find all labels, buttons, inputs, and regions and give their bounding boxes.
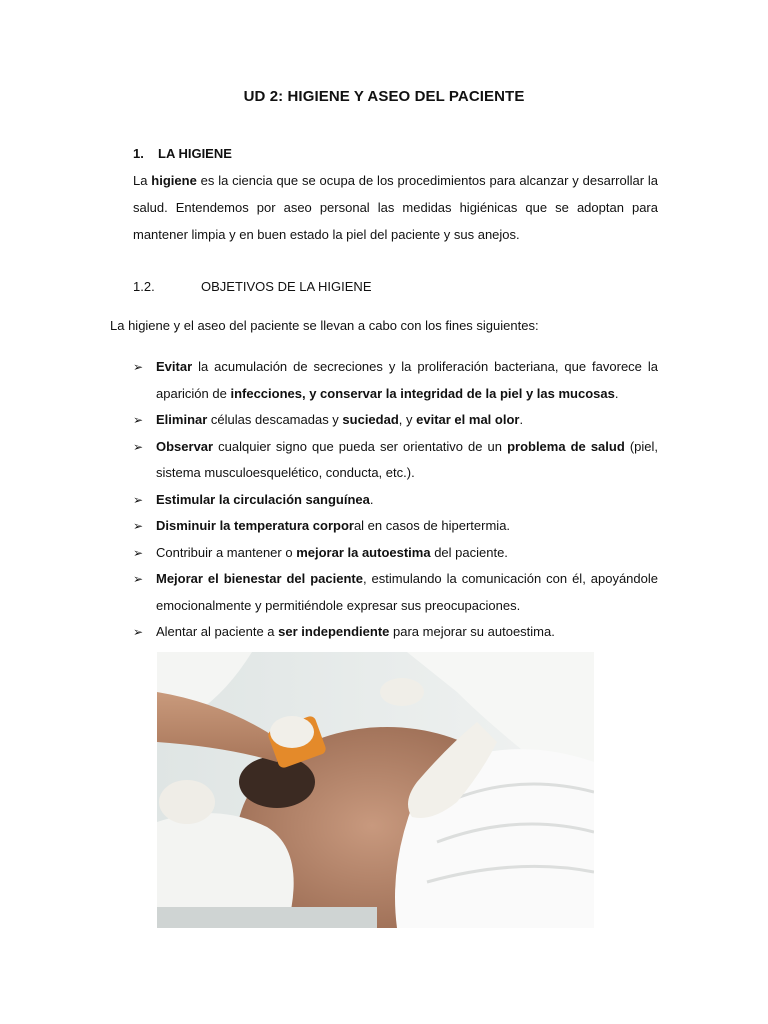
- objective-emphasis: Disminuir la temperatura corpor: [156, 518, 354, 533]
- objective-item: [133, 487, 658, 514]
- section-number: 1.: [133, 146, 144, 161]
- section-heading-text: LA HIGIENE: [158, 146, 232, 161]
- subsection-number: 1.2.: [133, 279, 155, 294]
- objective-item: [133, 540, 658, 567]
- objective-text: del paciente.: [430, 544, 508, 560]
- objective-emphasis: Evitar: [156, 359, 193, 374]
- objective-text: cualquier signo que pueda ser orientativo de un: [213, 438, 508, 454]
- objective-emphasis: problema de salud: [507, 438, 625, 454]
- arrow-bullet-icon: ➢: [133, 545, 144, 560]
- arrow-bullet-icon: ➢: [133, 360, 144, 374]
- objectives-intro: La higiene y el aseo del paciente se llevan a cabo con los fines siguientes:: [110, 318, 539, 333]
- objective-item: [133, 566, 658, 619]
- paragraph-body: es la ciencia que se ocupa de los procedimientos para alcanzar y desarrollar la salud. Entendemos por aseo personal las medidas higiénicas que se adoptan para mantener limpia y en buen estado la piel del paciente y sus anejos.: [133, 173, 658, 242]
- objective-text: Contribuir a mantener o: [156, 544, 297, 560]
- patient-hygiene-photo: [157, 652, 594, 928]
- objective-item: [133, 354, 658, 407]
- subsection-heading-objetivos: [133, 279, 372, 294]
- objective-emphasis: evitar el mal olor: [416, 412, 520, 427]
- arrow-bullet-icon: ➢: [133, 519, 144, 533]
- objective-emphasis: infecciones, y conservar la integridad de la piel y las mucosas: [230, 385, 615, 401]
- objective-emphasis: suciedad: [342, 412, 399, 427]
- document-title: UD 2: HIGIENE Y ASEO DEL PACIENTE: [243, 88, 525, 105]
- photo-illustration: [157, 652, 594, 928]
- objective-emphasis: Observar: [156, 438, 214, 454]
- objective-text: .: [614, 385, 619, 401]
- subsection-heading-text: OBJETIVOS DE LA HIGIENE: [201, 279, 372, 294]
- higiene-paragraph: [133, 167, 658, 248]
- objective-item: [133, 434, 658, 487]
- objective-emphasis: ser independiente: [278, 624, 390, 639]
- objective-item: [133, 619, 658, 646]
- objective-text: para mejorar su autoestima.: [389, 624, 555, 639]
- objective-text: , y: [398, 412, 417, 427]
- objective-text: Alentar al paciente a: [156, 624, 279, 639]
- arrow-bullet-icon: ➢: [133, 572, 144, 586]
- objective-emphasis: Mejorar el bienestar del paciente: [156, 571, 363, 586]
- objective-emphasis: Eliminar: [156, 412, 208, 427]
- objective-text: (piel, sistema musculoesquelético, conducta, etc.).: [156, 438, 658, 480]
- section-heading-higiene: [133, 146, 232, 161]
- paragraph-lead: La: [133, 173, 152, 188]
- arrow-bullet-icon: ➢: [133, 413, 144, 427]
- objectives-list: [133, 354, 658, 646]
- arrow-bullet-icon: ➢: [133, 439, 144, 454]
- arrow-bullet-icon: ➢: [133, 492, 144, 507]
- objective-emphasis: Estimular la circulación sanguínea: [156, 491, 370, 507]
- objective-text: , estimulando la comunicación con él, apoyándole emocionalmente y permitiéndole expresar sus preocupaciones.: [156, 571, 658, 613]
- objective-text: la acumulación de secreciones y la proliferación bacteriana, que favorece la aparición de: [156, 359, 658, 401]
- objective-text: .: [369, 491, 374, 507]
- objective-item: [133, 407, 658, 434]
- objective-text: al en casos de hipertermia.: [353, 518, 511, 533]
- objective-item: [133, 513, 658, 540]
- objective-text: .: [519, 412, 524, 427]
- arrow-bullet-icon: ➢: [133, 625, 144, 639]
- objective-text: células descamadas y: [207, 412, 343, 427]
- objective-emphasis: mejorar la autoestima: [296, 544, 431, 560]
- paragraph-term: higiene: [151, 173, 197, 188]
